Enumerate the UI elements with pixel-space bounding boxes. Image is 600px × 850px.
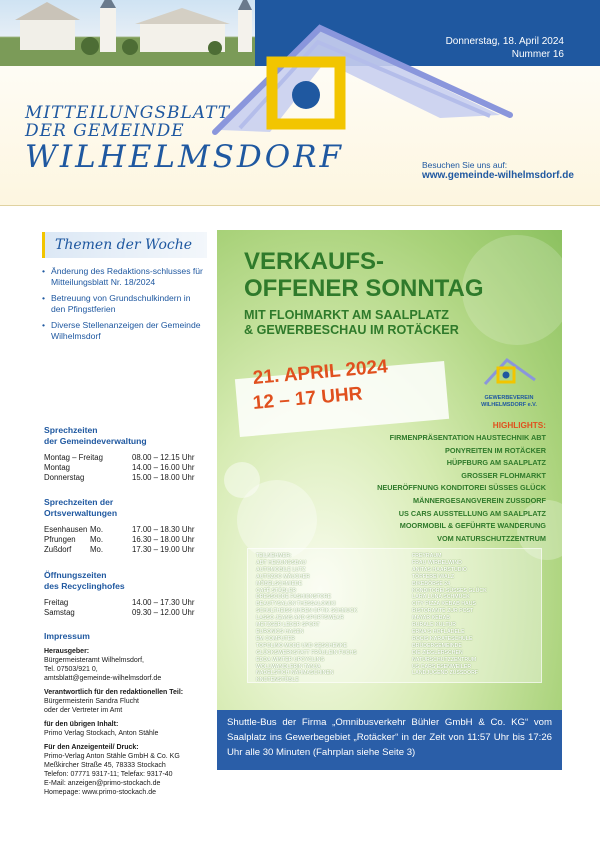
participant: DIE ZIEGLERSCHEN: [412, 649, 463, 656]
highlight-item: MÄNNERGESANGVEREIN ZUSSDORF: [413, 495, 546, 505]
gv-name-line: GEWERBEVEREIN: [484, 395, 534, 401]
participant: ROCIS KARATESCHULE: [412, 635, 473, 642]
participant: LASSO JEANS AND SPORTSWEAR: [256, 615, 344, 622]
participants-right: [412, 553, 487, 677]
impressum-text: Bürgermeisteramt Wilhelmsdorf,: [44, 657, 144, 664]
issue-number: Nummer 16: [511, 49, 564, 60]
hours-day: Mo.: [90, 525, 103, 534]
impressum-text: Meßkircher Straße 45, 78333 Stockach: [44, 762, 166, 769]
themen-list: [42, 266, 207, 342]
hours-row: [44, 473, 209, 483]
participant: ANITAS HAARSTUDIO: [412, 566, 467, 573]
hours-day: Freitag: [44, 598, 69, 607]
hours-day: Montag: [44, 463, 71, 472]
hours-row: [44, 545, 209, 555]
title-line2: DER GEMEINDE: [25, 121, 185, 141]
impressum-label: für den übrigen Inhalt:: [44, 721, 119, 728]
participant: KNOTENSTÜBLE: [256, 677, 299, 684]
hours-row: [44, 598, 209, 608]
poster-headline: [244, 248, 544, 302]
participant: FRAU WIRBELWIND: [412, 559, 462, 566]
visit-label: Besuchen Sie uns auf:: [422, 160, 508, 170]
participant: FREYRAUM: [412, 553, 442, 559]
impressum-text: Primo-Verlag Anton Stähle GmbH & Co. KG: [44, 753, 180, 760]
participant: EURONICS HAGEN: [256, 628, 304, 635]
hours-time: 17.00 – 18.30 Uhr: [132, 525, 195, 534]
highlight-item: US CARS AUSSTELLUNG AM SAALPLATZ: [398, 508, 546, 518]
impressum-title: Impressum: [44, 631, 90, 641]
participant: NADELSTICH NÄHMASCHINEN: [256, 670, 334, 677]
participant: ABT HEIZUNGSBAU: [256, 559, 307, 566]
headline-line: VERKAUFS-: [244, 248, 385, 275]
subheadline-line: MIT FLOHMARKT AM SAALPLATZ: [244, 308, 449, 322]
poster-subheadline: [244, 308, 554, 338]
impressum-text: Tel. 07503/921 0,: [44, 666, 98, 673]
hours-row: [44, 535, 209, 545]
hours-time: 15.00 – 18.00 Uhr: [132, 473, 195, 482]
section-title: der Gemeindeverwaltung: [44, 436, 147, 446]
event-time: 12 – 17 UHR: [252, 383, 364, 414]
hours-time: 16.30 – 18.00 Uhr: [132, 535, 195, 544]
participant: BEAUTYSALON THESSALONIKI: [256, 601, 336, 608]
highlight-item: MOORMOBIL & GEFÜHRTE WANDERUNG: [399, 521, 546, 531]
event-date: 21. APRIL 2024: [252, 356, 389, 389]
impressum-text: oder der Vertreter im Amt: [44, 707, 123, 714]
participants-left: [256, 553, 357, 684]
impressum-label: Verantwortlich für den redaktionellen Teil:: [44, 689, 184, 696]
participant: BRÜDERGEMEINDE: [412, 642, 462, 649]
hours-place: Pfrungen: [44, 535, 76, 544]
highlight-item: FIRMENPRÄSENTATION HAUSTECHNIK ABT: [389, 433, 546, 442]
gv-name-line: WILHELMSDORF e.V.: [481, 402, 537, 408]
hours-day: Mo.: [90, 535, 103, 544]
participant: ERNA'S HOFLÄDELE: [412, 628, 465, 635]
participant: DRESSCODE FASHIONSTORE: [256, 594, 332, 601]
hours-row: [44, 608, 209, 618]
hours-day: Mo.: [90, 545, 103, 554]
hours-day: Samstag: [44, 608, 75, 617]
header-divider: [0, 205, 600, 206]
participant: MAYAR KEBAB: [412, 615, 450, 622]
participant: SCHULTHEISS UHREN OPTIK SCHMUCK: [256, 608, 358, 615]
masthead-title: WILHELMSDORF: [25, 139, 345, 175]
section-title: Ortsverwaltungen: [44, 508, 118, 518]
impressum-text: Bürgermeisterin Sandra Flucht: [44, 698, 139, 705]
participant: KONDITOREI SÜSSES GLÜCK: [412, 587, 487, 594]
hours-time: 14.00 – 17.30 Uhr: [132, 598, 195, 607]
participant: TÖPFEREI WALZ: [412, 573, 455, 580]
gewerbeverein-house-icon: [481, 354, 537, 388]
participants-box: [247, 548, 542, 683]
hours-row: [44, 453, 209, 463]
ortsverwaltung-section: [44, 497, 209, 555]
participant: BIKEBÖRSE 24: [412, 580, 451, 587]
impressum-section: [44, 631, 214, 797]
participant: TOPOLINO MODE UND GESCHENKE: [256, 642, 347, 649]
participant: LARA LUNA SCHMUCK: [412, 594, 470, 601]
highlights-title: HIGHLIGHTS:: [492, 421, 546, 430]
participant: MÖBELSCHMIEDE: [256, 580, 303, 587]
highlight-item: HÜPFBURG AM SAALPLATZ: [446, 458, 546, 468]
highlight-item: NEUERÖFFNUNG KONDITOREI SÜSSES GLÜCK: [377, 483, 546, 493]
participant: EDDA WINTER UPCYCLING: [256, 656, 325, 663]
hours-time: 17.30 – 19.00 Uhr: [132, 545, 195, 554]
recycling-section: [44, 570, 209, 618]
impressum-label: Für den Anzeigenteil/ Druck:: [44, 744, 139, 751]
gewerbeverein-logo: [469, 354, 549, 409]
section-title: Sprechzeiten: [44, 425, 98, 435]
highlight-item: VOM NATURSCHUTZZENTRUM: [437, 533, 546, 543]
section-title: des Recyclinghofes: [44, 581, 125, 591]
participant: US CARS ESENWEILER: [412, 663, 472, 670]
hours-day: Montag – Freitag: [44, 453, 103, 462]
masthead: [0, 0, 600, 205]
participant: EM COMPUTER: [256, 635, 295, 642]
hours-time: 09.30 – 12.00 Uhr: [132, 608, 195, 617]
participant: GLÜCKSWERKSTATT FRÄULEIN FUCHS: [256, 649, 357, 656]
themen-item[interactable]: • Betreuung von Grundschulkindern in den Pfingstferien: [42, 293, 207, 315]
hours-day: Donnerstag: [44, 473, 85, 482]
subheadline-line: & GEWERBESCHAU IM ROTÄCKER: [244, 323, 459, 337]
participant: RURALE KULTUR: [412, 622, 456, 629]
hours-row: [44, 463, 209, 473]
section-title: Öffnungszeiten: [44, 570, 107, 580]
participant: CITY PIZZA KEBAB HAUS: [412, 601, 476, 608]
highlight-item: GROSSER FLOHMARKT: [461, 470, 546, 480]
masthead-subtitle: [25, 104, 230, 140]
house-logo: [200, 0, 530, 150]
impressum-text: Telefon: 07771 9317-11; Telefax: 9317-40: [44, 771, 173, 778]
headline-line: OFFENER SONNTAG: [244, 275, 484, 302]
hours-place: Esenhausen: [44, 525, 88, 534]
participant: AUTOZOO MÄUCHER: [256, 573, 310, 580]
sidebar: [42, 232, 207, 796]
title-line1: MITTEILUNGSBLATT: [25, 103, 231, 123]
website-link[interactable]: www.gemeinde-wilhelmsdorf.de: [422, 170, 574, 181]
event-poster: [217, 230, 562, 710]
impressum-text: Primo Verlag Stockach, Anton Stähle: [44, 730, 159, 737]
impressum-email[interactable]: E-Mail: anzeigen@primo-stockach.de: [44, 780, 161, 787]
highlights-list: [377, 420, 546, 545]
participant: LANDJUGEND ZUSSDORF: [412, 670, 478, 677]
themen-heading: Themen der Woche: [42, 232, 207, 258]
participant: AUTOMOBILE LUTZ: [256, 566, 306, 573]
hours-time: 14.00 – 16.00 Uhr: [132, 463, 195, 472]
shuttle-bus-info: Shuttle-Bus der Firma „Omnibusverkehr Bühler GmbH & Co. KG“ vom Saalplatz ins Gewerbegebiet „Rotäcker“ in der Zeit von 11:57 Uhr bis 17:26 Uhr alle 30 Minuten (Fahrplan siehe Seite 3): [217, 710, 562, 770]
highlight-item: PONYREITEN IM ROTÄCKER: [445, 445, 546, 455]
section-title: Sprechzeiten der: [44, 497, 114, 507]
hours-row: [44, 525, 209, 535]
verwaltung-section: [44, 425, 209, 483]
issue-date: Donnerstag, 18. April 2024: [445, 36, 564, 47]
impressum-label: Herausgeber:: [44, 648, 90, 655]
themen-item[interactable]: • Diverse Stellenanzeigen der Gemeinde Wilhelmsdorf: [42, 320, 207, 342]
participant: TEILNEHMER:: [256, 553, 292, 559]
hours-time: 08.00 – 12.15 Uhr: [132, 453, 195, 462]
issue-info: [446, 35, 564, 61]
participant: NATURSCHUTZZENTRUM: [412, 656, 477, 663]
hours-place: Zußdorf: [44, 545, 72, 554]
participant: WOLLWANDLERIN TANJA: [256, 663, 321, 670]
participant: METZGER LEDER SPORT: [256, 622, 320, 629]
themen-item[interactable]: • Änderung des Redaktions-schlusses für Mitteilungsblatt Nr. 18/2024: [42, 266, 207, 288]
participant: RISTORANTE ZUR POST: [412, 608, 474, 615]
impressum-email[interactable]: amtsblatt@gemeinde-wilhelmsdorf.de: [44, 675, 162, 682]
gewerbeverein-name: [469, 395, 549, 409]
participant: CAFÉ STÄBLER: [256, 587, 297, 594]
impressum-homepage[interactable]: Homepage: www.primo-stockach.de: [44, 789, 157, 796]
